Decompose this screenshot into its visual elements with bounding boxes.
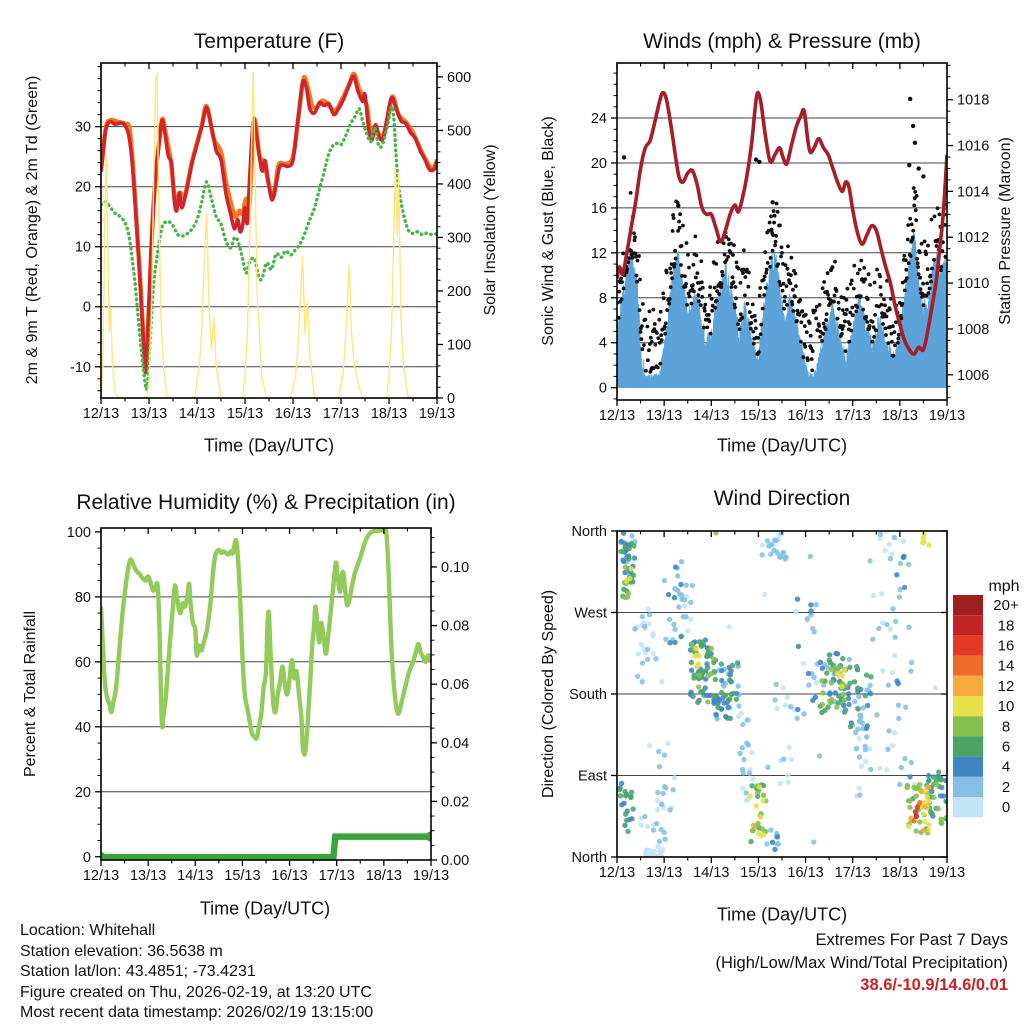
chart-title-temperature: Temperature (F) [193, 30, 345, 53]
colorbar-label: 10 [997, 698, 1015, 716]
y-tick-label: 80 [74, 589, 91, 606]
y-tick-label: 60 [74, 654, 91, 671]
x-tick-label: 18/13 [365, 868, 403, 884]
colorbar-bin [953, 736, 983, 756]
humidity-series [96, 528, 436, 862]
station-info [20, 921, 373, 1024]
y-tick-label: 0.00 [441, 853, 470, 869]
y-tick-label: 1016 [957, 138, 990, 155]
x-tick-label: 17/13 [322, 406, 360, 422]
y-tick-label: 0.02 [441, 794, 470, 811]
temperature-series [101, 72, 437, 398]
y-tick-label: 0.06 [441, 677, 470, 694]
x-tick-label: 12/13 [598, 865, 636, 881]
y-axis-label-direction-left: Direction (Colored By Speed) [540, 589, 557, 799]
y-tick-label: 500 [447, 123, 472, 140]
chart-title-wind-direction: Wind Direction [713, 487, 851, 510]
colorbar-label: 8 [1001, 718, 1011, 736]
extremes-subtitle: (High/Low/Max Wind/Total Precipitation) [715, 953, 1008, 972]
x-tick-label: 16/13 [274, 406, 312, 422]
x-tick-label: 19/13 [418, 406, 456, 422]
y-tick-label: 300 [447, 230, 472, 247]
colorbar-bin [953, 615, 983, 635]
y-axis-label-solar-right: Solar Insolation (Yellow) [482, 144, 499, 316]
colorbar-label: 18 [997, 617, 1015, 635]
y-tick-label: 400 [447, 176, 472, 193]
y-axis-label-temperature-left: 2m & 9m T (Red, Orange) & 2m Td (Green) [24, 75, 41, 385]
y-tick-label: 20 [74, 179, 91, 196]
y-tick-label: North [571, 524, 607, 540]
winds-pressure-chart [591, 63, 989, 424]
data-timestamp: Most recent data timestamp: 2026/02/19 13:15:00 [20, 1004, 374, 1021]
x-tick-label: 18/13 [881, 865, 919, 881]
y-tick-label: 10 [74, 239, 91, 256]
y-tick-label: 0 [598, 380, 607, 397]
colorbar-label: 14 [997, 657, 1015, 675]
x-tick-label: 15/13 [740, 408, 777, 424]
y-axis-label-wind-left: Sonic Wind & Gust (Blue, Black) [540, 116, 557, 346]
y-tick-label: 16 [590, 200, 607, 217]
extremes-values: 38.6/-10.9/14.6/0.01 [860, 976, 1008, 994]
x-tick-label: 19/13 [928, 865, 966, 881]
y-tick-label: 0.08 [441, 618, 470, 635]
speed-colorbar [953, 595, 1019, 817]
colorbar-bin [953, 757, 983, 777]
colorbar-label: 0 [1001, 799, 1011, 817]
x-tick-label: 19/13 [412, 868, 450, 884]
colorbar-bin [953, 676, 983, 696]
figure-created: Figure created on Thu, 2026-02-19, at 13:20 UTC [20, 983, 372, 1001]
temperature-chart [70, 63, 471, 422]
y-tick-label: 40 [74, 719, 91, 736]
x-tick-label: 14/13 [178, 406, 216, 422]
colorbar-label: 20+ [993, 597, 1019, 615]
y-tick-label: 30 [74, 119, 91, 136]
x-tick-label: 15/13 [226, 406, 264, 422]
colorbar-label: 16 [997, 637, 1015, 655]
y-tick-label: 24 [590, 111, 607, 128]
y-tick-label: 0 [447, 391, 456, 407]
total-rainfall-line [101, 837, 431, 858]
y-tick-label: East [577, 768, 607, 785]
y-tick-label: 1012 [957, 230, 990, 247]
x-tick-label: 13/13 [129, 868, 167, 884]
x-tick-label: 13/13 [645, 865, 683, 881]
y-tick-label: 12 [590, 245, 607, 262]
y-tick-label: 1010 [957, 276, 990, 293]
y-tick-label: -10 [70, 359, 91, 376]
x-tick-label: 13/13 [130, 406, 168, 422]
x-tick-label: 17/13 [318, 868, 355, 884]
colorbar-label: 12 [997, 677, 1015, 695]
colorbar-label: 4 [1001, 758, 1011, 776]
x-tick-label: 14/13 [693, 408, 730, 424]
y-tick-label: North [571, 850, 607, 866]
extremes-block [715, 929, 1008, 997]
y-tick-label: 8 [598, 290, 607, 307]
y-axis-label-humidity-left: Percent & Total Rainfall [22, 610, 39, 778]
colorbar-bin [953, 696, 983, 716]
wind-direction-chart [569, 524, 965, 881]
y-tick-label: 0 [82, 299, 91, 316]
y-tick-label: 20 [74, 784, 91, 801]
y-tick-label: 0 [82, 849, 91, 866]
y-tick-label: South [569, 687, 607, 703]
x-axis-label-humidity: Time (Day/UTC) [199, 898, 331, 919]
y-axis-label-pressure-right: Station Pressure (Maroon) [997, 137, 1014, 325]
x-tick-label: 14/13 [693, 865, 730, 881]
colorbar-bin [953, 716, 983, 736]
station-elevation: Station elevation: 36.5638 m [20, 942, 223, 960]
chart-title-humidity-precip: Relative Humidity (%) & Precipitation (in) [76, 491, 456, 514]
x-tick-label: 15/13 [740, 865, 777, 881]
x-axis-label-winds: Time (Day/UTC) [716, 435, 848, 456]
y-tick-label: 600 [447, 69, 472, 86]
y-tick-label: 200 [447, 283, 472, 300]
x-axis-label-temperature: Time (Day/UTC) [203, 435, 335, 456]
humidity-precip-chart [67, 525, 469, 884]
y-tick-label: 0.04 [441, 735, 470, 752]
colorbar-bin [953, 797, 983, 817]
colorbar-label: 2 [1001, 778, 1011, 796]
y-tick-label: 1018 [957, 92, 990, 109]
x-tick-label: 19/13 [928, 408, 966, 424]
x-tick-label: 16/13 [787, 865, 824, 881]
colorbar-bin [953, 777, 983, 797]
y-tick-label: 1008 [957, 321, 990, 338]
colorbar-label: 6 [1001, 738, 1011, 756]
x-tick-label: 14/13 [177, 868, 214, 884]
wind-series [615, 93, 948, 388]
x-axis-label-direction: Time (Day/UTC) [716, 904, 848, 925]
y-tick-label: 1006 [957, 367, 990, 384]
y-tick-label: 0.10 [441, 559, 470, 576]
x-tick-label: 17/13 [834, 408, 871, 424]
station-location: Location: Whitehall [20, 922, 156, 939]
x-tick-label: 12/13 [598, 408, 636, 424]
y-tick-label: 100 [66, 524, 91, 541]
x-tick-label: 13/13 [645, 408, 683, 424]
colorbar-bin [953, 656, 983, 676]
x-tick-label: 12/13 [82, 868, 120, 884]
colorbar-bin [953, 595, 983, 615]
x-tick-label: 18/13 [370, 406, 408, 422]
colorbar-bin [953, 635, 983, 655]
legend-title-mph: mph [988, 578, 1020, 595]
x-tick-label: 16/13 [271, 868, 308, 884]
x-tick-label: 18/13 [881, 408, 919, 424]
station-latlon: Station lat/lon: 43.4851; -73.4231 [20, 963, 256, 980]
y-tick-label: 4 [598, 335, 607, 352]
chart-title-winds-pressure: Winds (mph) & Pressure (mb) [643, 30, 921, 53]
y-tick-label: 1014 [957, 184, 990, 201]
x-tick-label: 16/13 [787, 408, 824, 424]
y-tick-label: 100 [447, 337, 472, 354]
x-tick-label: 15/13 [224, 868, 261, 884]
x-tick-label: 17/13 [834, 865, 871, 881]
extremes-title: Extremes For Past 7 Days [815, 931, 1008, 949]
y-tick-label: 20 [590, 155, 607, 172]
y-tick-label: West [574, 605, 607, 622]
relative-humidity-line [101, 528, 431, 754]
x-tick-label: 12/13 [82, 406, 120, 422]
